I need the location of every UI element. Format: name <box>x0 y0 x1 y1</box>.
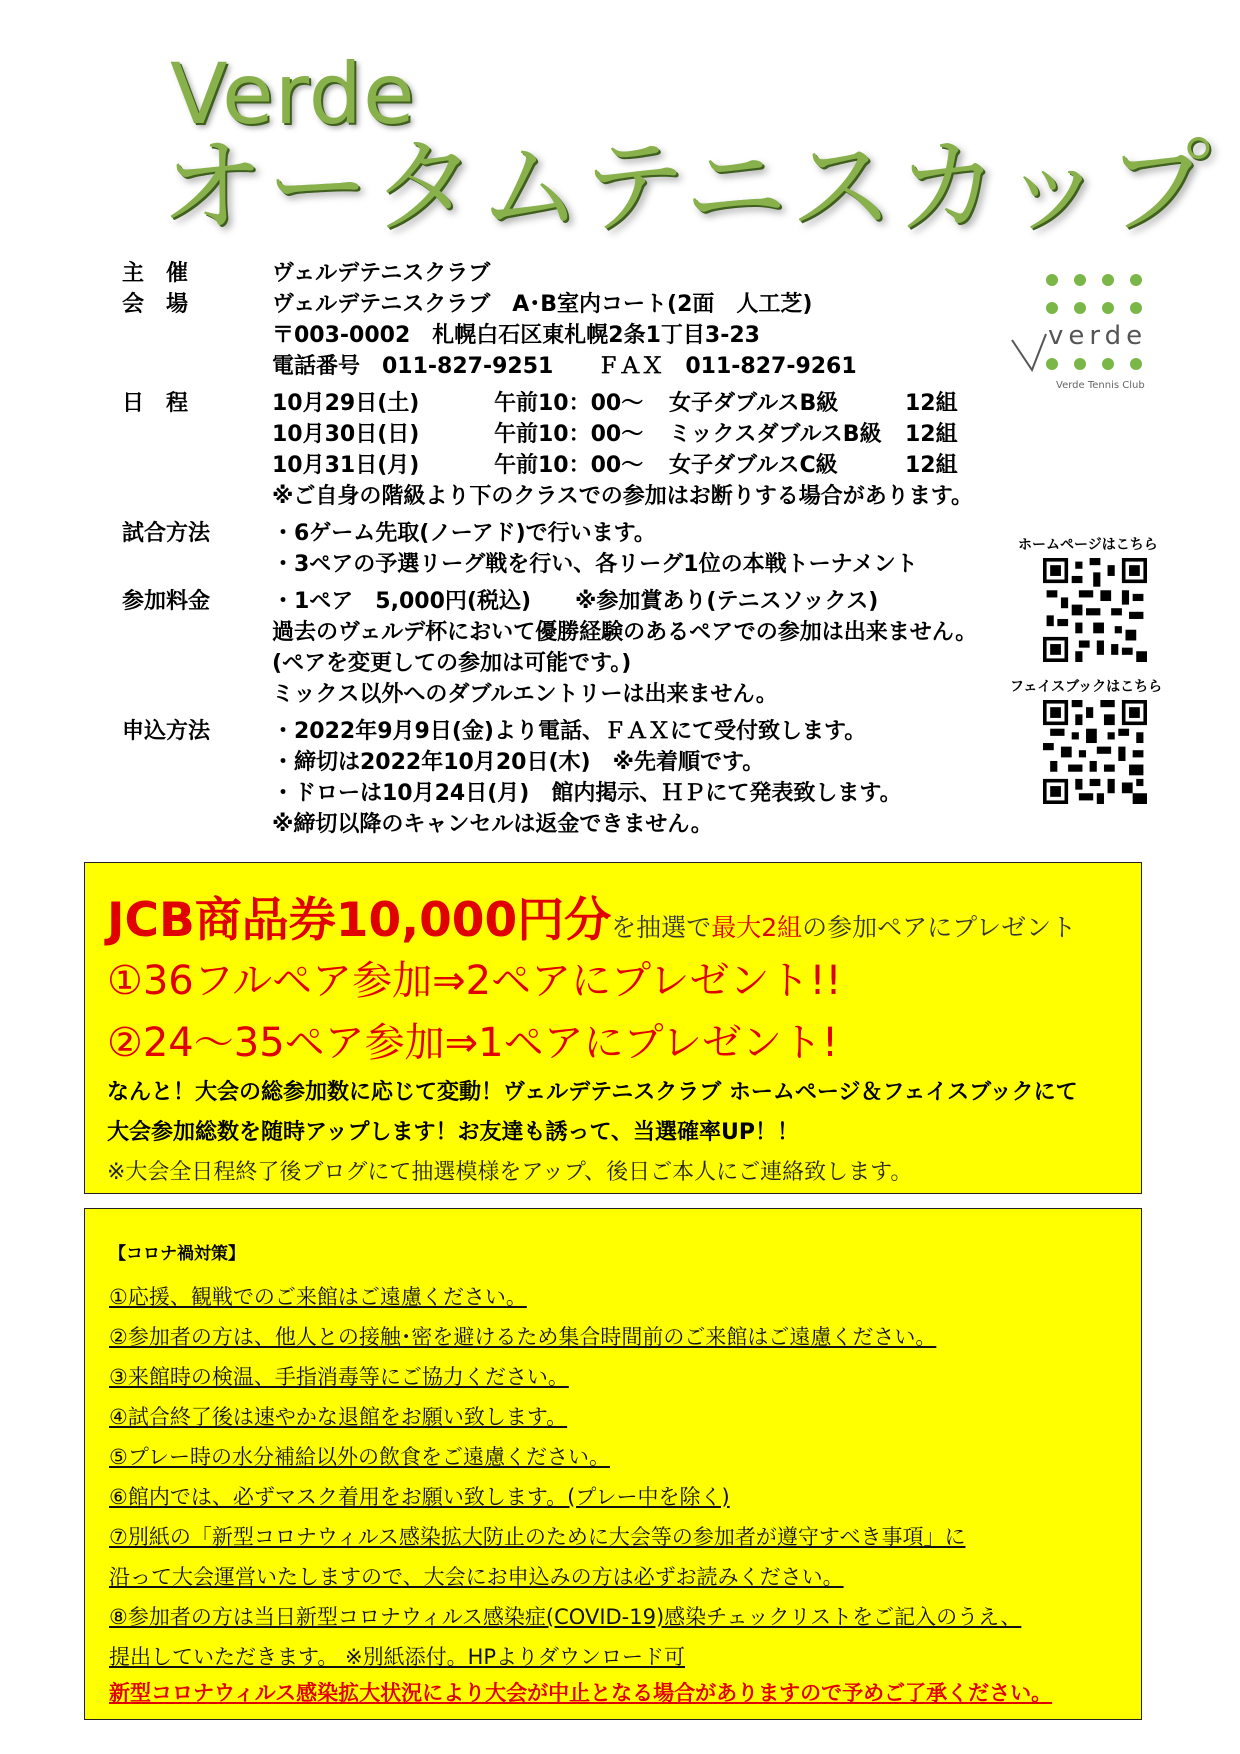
homepage-qr-code[interactable] <box>1043 558 1147 662</box>
schedule-date: 10月29日(土) <box>272 391 420 416</box>
schedule-item <box>272 388 973 419</box>
corona-item: ⑥館内では、必ずマスク着用をお願い致します。(プレー中を除く) <box>109 1485 730 1509</box>
prize-box <box>84 862 1142 1194</box>
prize-bold-1: なんと！大会の総参加数に応じて変動！ヴェルデテニスクラブ ホームページ＆フェイスブックにて <box>107 1080 1078 1105</box>
prize-bold-2: 大会参加総数を随時アップします！お友達も誘って、当選確率UP！！ <box>107 1120 800 1145</box>
prize-headline-text: を抽選で <box>611 913 712 942</box>
schedule-row <box>122 388 1022 512</box>
corona-warning: 新型コロナウィルス感染拡大状況により大会が中止となる場合がありますので予めご了承ください。 <box>109 1681 1053 1705</box>
method-row <box>122 518 1022 580</box>
title-verde: Verde <box>170 45 416 143</box>
fee-line: 過去のヴェルデ杯において優勝経験のあるペアでの参加は出来ません。 <box>272 620 978 645</box>
prize-headline-text: の参加ペアにプレゼント <box>802 913 1077 942</box>
prize-headline-max: 最大2組 <box>711 913 803 942</box>
fee-line: ・1ペア 5,000円(税込) ※参加賞あり(テニスソックス) <box>272 589 879 614</box>
method-label: 試合方法 <box>122 521 211 546</box>
logo-text: verde <box>1048 321 1148 351</box>
fee-line: (ペアを変更しての参加は可能です。) <box>272 651 632 676</box>
apply-line: ・ドローは10月24日(月) 館内掲示、ＨＰにて発表致します。 <box>272 781 902 806</box>
corona-item: ①応援、観戦でのご来館はご遠慮ください。 <box>109 1285 527 1309</box>
schedule-label: 日 程 <box>122 391 189 416</box>
apply-line: ・2022年9月9日(金)より電話、ＦＡＸにて受付致します。 <box>272 719 867 744</box>
apply-line: ・締切は2022年10月20日(木) ※先着順です。 <box>272 750 765 775</box>
venue-line: 〒003-0002 札幌白石区東札幌2条1丁目3-23 <box>272 323 760 348</box>
corona-item: ③来館時の検温、手指消毒等にご協力ください。 <box>109 1365 569 1389</box>
fee-label: 参加料金 <box>122 589 211 614</box>
title-autumn-tennis-cup: オータムテニスカップ <box>160 126 1213 248</box>
verde-logo-graphic <box>1000 270 1160 400</box>
schedule-event: 女子ダブルスC級 <box>669 453 838 478</box>
facebook-qr-label: フェイスブックはこちら <box>1010 679 1163 695</box>
schedule-teams: 12組 <box>905 453 958 478</box>
prize-line-2: ②24～35ペア参加⇒1ペアにプレゼント! <box>107 1020 839 1066</box>
apply-row <box>122 716 1022 840</box>
schedule-date: 10月30日(日) <box>272 422 420 447</box>
corona-measures-box <box>84 1208 1142 1720</box>
fee-row <box>122 586 1022 710</box>
corona-item: 提出していただきます。 ※別紙添付。HPよりダウンロード可 <box>109 1645 686 1669</box>
prize-headline-amount: JCB商品券10,000円分 <box>107 893 612 948</box>
prize-headline <box>107 883 1076 950</box>
corona-heading: 【コロナ禍対策】 <box>109 1244 245 1264</box>
schedule-date: 10月31日(月) <box>272 453 420 478</box>
fee-line: ミックス以外へのダブルエントリーは出来ません。 <box>272 682 778 707</box>
venue-row <box>122 289 1022 382</box>
corona-item: ⑤プレー時の水分補給以外の飲食をご遠慮ください。 <box>109 1445 610 1469</box>
schedule-time: 午前10：00～ <box>494 453 644 478</box>
corona-item: ④試合終了後は速やかな退館をお願い致します。 <box>109 1405 568 1429</box>
schedule-event: 女子ダブルスB級 <box>669 391 839 416</box>
corona-item: ②参加者の方は、他人との接触･密を避けるため集合時間前のご来館はご遠慮ください。 <box>109 1325 937 1349</box>
apply-line: ※締切以降のキャンセルは返金できません。 <box>272 812 713 837</box>
event-info <box>122 258 1022 840</box>
host-label: 主 催 <box>122 261 189 286</box>
schedule-time: 午前10：00～ <box>494 422 644 447</box>
schedule-time: 午前10：00～ <box>494 391 644 416</box>
schedule-item <box>272 450 973 481</box>
schedule-event: ミックスダブルスB級 <box>669 422 882 447</box>
corona-item: ⑦別紙の「新型コロナウィルス感染拡大防止のために大会等の参加者が遵守すべき事項」に <box>109 1525 966 1549</box>
schedule-note: ※ご自身の階級より下のクラスでの参加はお断りする場合があります。 <box>272 484 973 509</box>
facebook-qr-code[interactable] <box>1043 700 1147 804</box>
method-line: ・6ゲーム先取(ノーアド)で行います。 <box>272 521 656 546</box>
host-row <box>122 258 1022 289</box>
corona-item: ⑧参加者の方は当日新型コロナウィルス感染症(COVID-19)感染チェックリストをご記入のうえ、 <box>109 1605 1022 1629</box>
apply-label: 申込方法 <box>122 719 211 744</box>
schedule-item <box>272 419 973 450</box>
verde-logo <box>1000 270 1160 400</box>
logo-subtext: Verde Tennis Club <box>1056 380 1145 391</box>
venue-label: 会 場 <box>122 292 189 317</box>
host-value: ヴェルデテニスクラブ <box>272 261 491 286</box>
venue-line: 電話番号 011-827-9251 ＦＡＸ 011-827-9261 <box>272 354 857 379</box>
corona-item: 沿って大会運営いたしますので、大会にお申込みの方は必ずお読みください。 <box>109 1565 844 1589</box>
schedule-teams: 12組 <box>905 422 958 447</box>
method-line: ・3ペアの予選リーグ戦を行い、各リーグ1位の本戦トーナメント <box>272 552 918 577</box>
schedule-teams: 12組 <box>905 391 958 416</box>
venue-line: ヴェルデテニスクラブ A･B室内コート(2面 人工芝) <box>272 292 813 317</box>
prize-note: ※大会全日程終了後ブログにて抽選模様をアップ、後日ご本人にご連絡致します。 <box>107 1160 913 1185</box>
prize-line-1: ①36フルペア参加⇒2ペアにプレゼント!! <box>107 958 842 1004</box>
homepage-qr-label: ホームページはこちら <box>1018 537 1158 553</box>
